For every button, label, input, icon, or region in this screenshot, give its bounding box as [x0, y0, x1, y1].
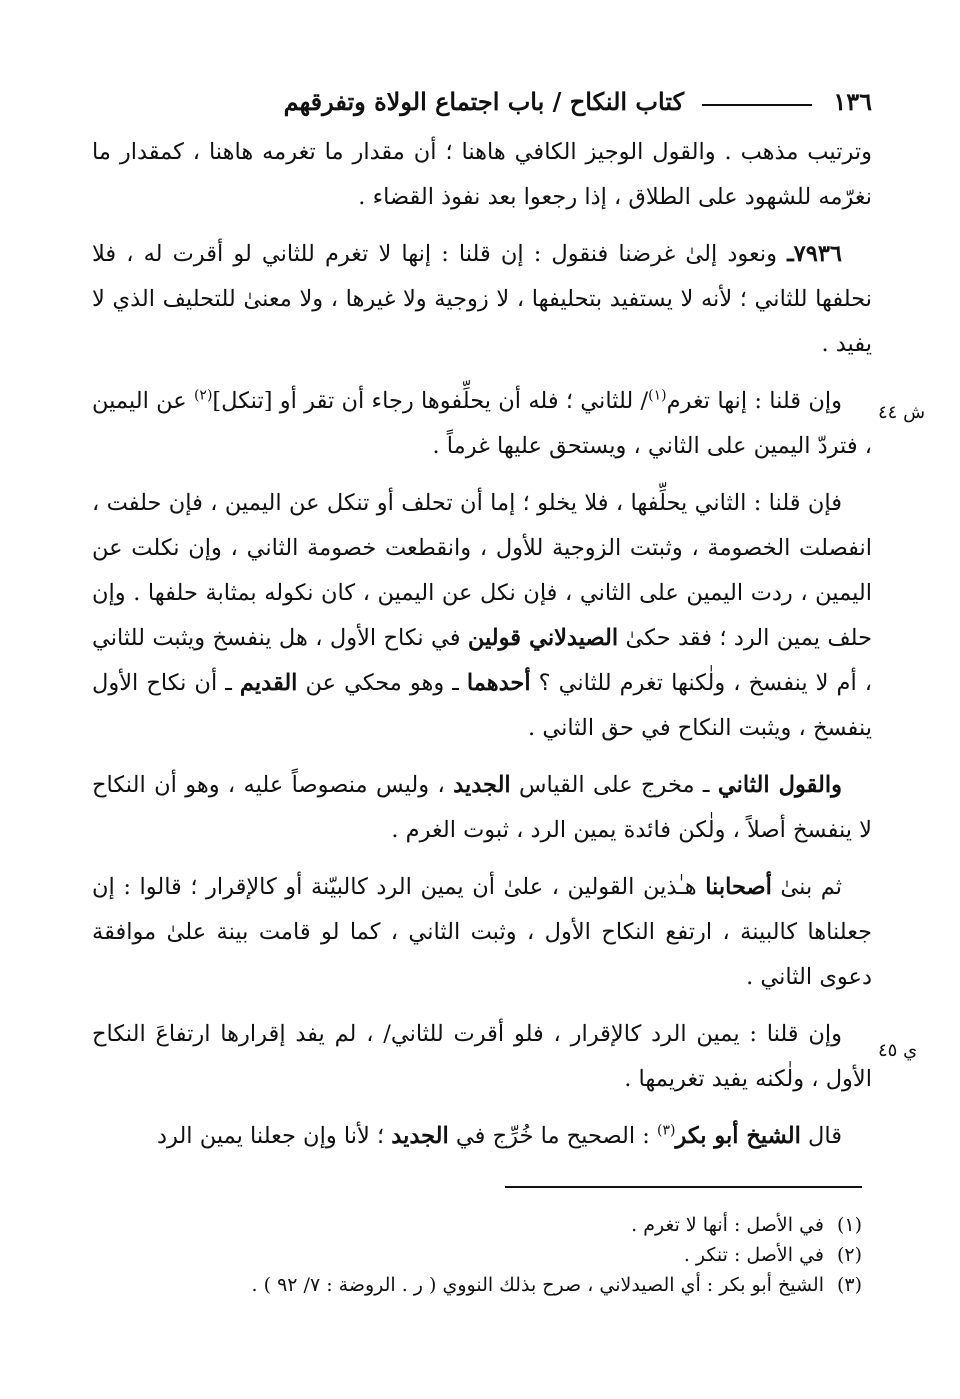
running-title: كتاب النكاح / باب اجتماع الولاة وتفرقهم	[283, 87, 684, 116]
footnote-ref-1: (١)	[648, 387, 667, 404]
footnote-3: (٣)الشيخ أبو بكر : أي الصيدلاني ، صرح بذلك النووي ( ر . الروضة : ٧/ ٩٢ ) .	[251, 1274, 862, 1296]
page-header	[92, 82, 872, 122]
margin-reference-2: ي ٤٥	[878, 1040, 918, 1061]
paragraph-2: ٧٩٣٦ـ ونعود إلىٰ غرضنا فنقول : إن قلنا : إنها لا تغرم للثاني لو أقرت له ، فلا نحلفها للثاني ؛ لأنه لا يستفيد بتحليفها ، لا زوجية ولا غيرها ، ولا معنىٰ للتحليف الذي لا يفيد .	[92, 241, 872, 357]
paragraph-4: فإن قلنا : الثاني يحلِّفها ، فلا يخلو ؛ إما أن تحلف أو تنكل عن اليمين ، فإن حلفت ، انفصلت الخصومة ، وثبتت الزوجية للأول ، وانقطعت خصومة الثاني ، وإن نكلت عن اليمين ، ردت اليمين على الثاني ، فإن نكل عن اليمين ، كان نكوله بمثابة حلفها . وإن حلف يمين الرد ؛ فقد حكىٰ الصيدلاني قولين في نكاح الأول ، هل ينفسخ ويثبت للثاني ، أم لا ينفسخ ، ولٰكنها تغرم للثاني ؟ أحدهما ـ وهو محكي عن القديم ـ أن نكاح الأول ينفسخ ، ويثبت النكاح في حق الثاني .	[92, 490, 873, 741]
page-number: ١٣٦	[833, 87, 872, 116]
paragraph-3: وإن قلنا : إنها تغرم$^{(١)}$/ للثاني ؛ فله أن يحلِّفوها رجاء أن تقر أو [تنكل]$^{(٢)}$ عن اليمين ، فتردّ اليمين على الثاني ، ويستحق عليها غرماً .	[92, 387, 872, 459]
footnote-separator	[505, 1186, 862, 1188]
footnote-1: (١)في الأصل : أنها لا تغرم .	[631, 1214, 862, 1236]
main-text	[92, 130, 872, 1171]
paragraph-8: قال الشيخ أبو بكر$^{(٣)}$ : الصحيح ما خُرِّج في الجديد ؛ لأنا وإن جعلنا يمين الرد	[157, 1122, 842, 1149]
issue-number: ٧٩٣٦ـ	[787, 241, 842, 267]
paragraph-6: ثم بنىٰ أصحابنا هـٰذين القولين ، علىٰ أن يمين الرد كالبيّنة أو كالإقرار ؛ قالوا : إن جعلناها كالبينة ، ارتفع النكاح الأول ، وثبت الثاني ، كما لو قامت بينة علىٰ موافقة دعوى الثاني .	[92, 874, 872, 990]
paragraph-5: والقول الثاني ـ مخرج على القياس الجديد ، وليس منصوصاً عليه ، وهو أن النكاح لا ينفسخ أصلاً ، ولٰكن فائدة يمين الرد ، ثبوت الغرم .	[92, 772, 872, 843]
footnote-ref-2: (٢)	[193, 387, 213, 404]
margin-reference-1: ش ٤٤	[878, 402, 926, 423]
footnote-ref-3: (٣)	[657, 1122, 676, 1139]
footnotes	[92, 1210, 862, 1300]
footnote-2: (٢)في الأصل : تنكر .	[683, 1244, 862, 1266]
header-rule	[702, 104, 812, 106]
paragraph-7: وإن قلنا : يمين الرد كالإقرار ، فلو أقرت للثاني/ ، لم يفد إقرارها ارتفاعَ النكاح الأول ، ولٰكنه يفيد تغريمها .	[92, 1021, 872, 1092]
paragraph-1: وترتيب مذهب . والقول الوجيز الكافي هاهنا ؛ أن مقدار ما تغرمه هاهنا ، كمقدار ما نغرّمه للشهود على الطلاق ، إذا رجعوا بعد نفوذ القضاء .	[92, 139, 872, 210]
